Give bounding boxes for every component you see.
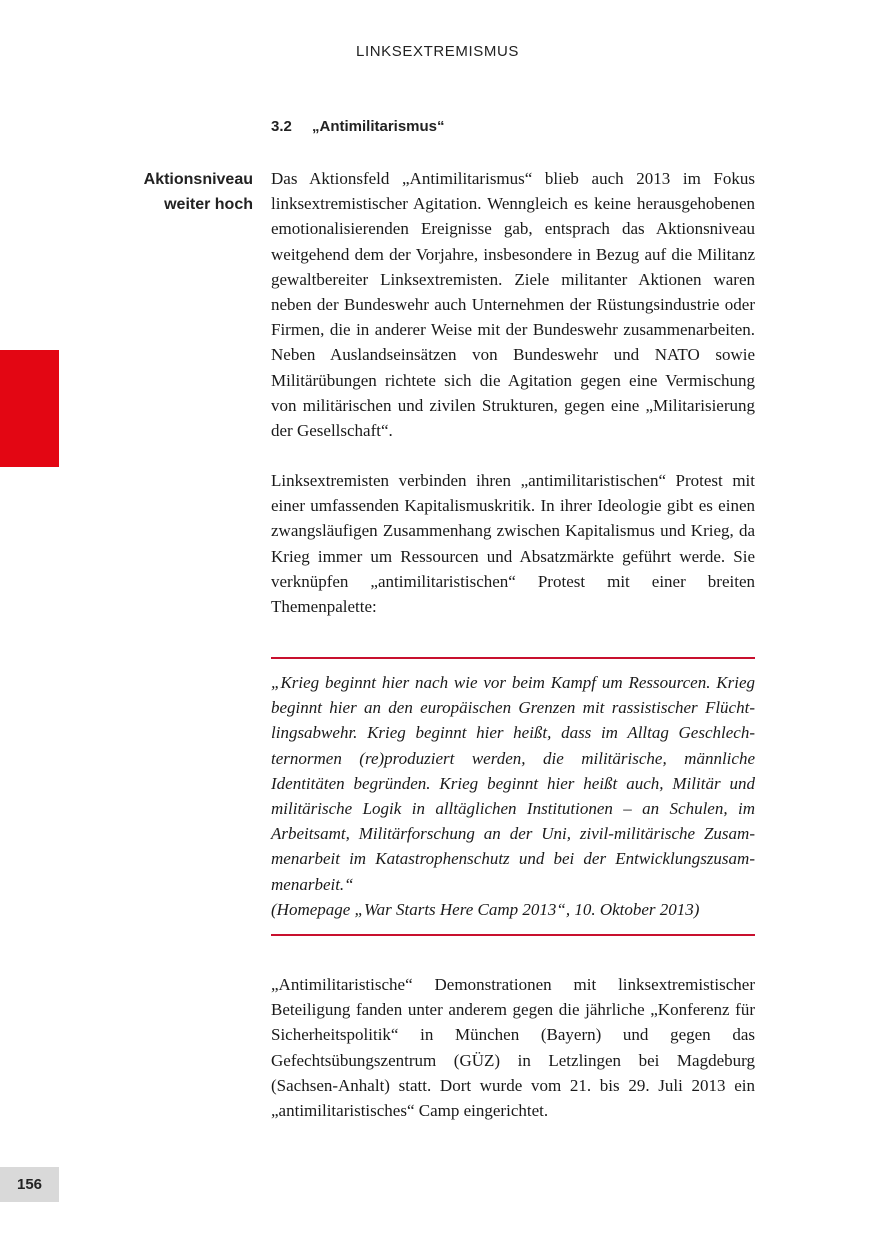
- quote-text: „Krieg beginnt hier nach wie vor beim Kampf um Ressourcen. Krieg beginnt hier an den europäischen Grenzen mit rassistischer Flüchtlingsabwehr. Krieg beginnt hier heißt, dass im Alltag Geschlechternormen (re)produziert werden, die militärische, männliche Identitäten begründen. Krieg beginnt hier heißt auch, Militär und militärische Logik in alltäglichen Institutionen – an Schulen, im Arbeitsamt, Militärforschung an der Uni, zivil-militärische Zusammenarbeit im Katastrophenschutz und bei der Entwicklungszusammenarbeit.“: [271, 673, 755, 894]
- quote-rule-bottom: [271, 934, 755, 936]
- quote-source: (Homepage „War Starts Here Camp 2013“, 10. Oktober 2013): [271, 899, 700, 919]
- quote-rule-top: [271, 657, 755, 659]
- body-paragraph-1: Das Aktionsfeld „Antimilitarismus“ blieb auch 2013 im Fokus linksextremistischer Agitation. Wenngleich es keine herausgehobenen emotionalisierenden Ereignisse gab, entsprach das Aktionsniveau weitgehend dem der Vorjahre, insbesondere in Bezug auf die Militanz gewaltbereiter Linksextremisten. Ziele militanter Aktionen waren neben der Bundeswehr auch Unternehmen der Rüstungsindustrie oder Firmen, die in anderer Weise mit der Bundeswehr zusammenarbeiten. Neben Auslandseinsätzen von Bundeswehr und NATO sowie Militärübungen richtete sich die Agitation gegen eine Vermischung von militärischen und zivilen Strukturen, gegen eine „Militarisierung der Gesellschaft“.: [271, 169, 755, 441]
- section-title: „Antimilitarismus“: [312, 118, 445, 135]
- margin-note: [100, 167, 253, 217]
- body-paragraph-2: Linksextremisten verbinden ihren „antimilitaristischen“ Protest mit einer umfassenden Kapitalismuskritik. In ihrer Ideologie gibt es einen zwangsläufigen Zusammenhang zwischen Kapitalismus und Krieg, da Krieg immer um Ressourcen und Absatzmärkte geführt werde. Sie verknüpfen „antimilitaristischen“ Protest mit einer breiten Themenpalette:: [271, 471, 755, 617]
- chapter-color-tab: [0, 350, 59, 467]
- running-header: LINKSEXTREMISMUS: [356, 43, 519, 60]
- page-number: 156: [16, 1176, 43, 1193]
- section-number: 3.2: [271, 118, 292, 135]
- section-heading: [271, 118, 445, 135]
- margin-note-line-1: Aktionsniveau: [143, 171, 253, 188]
- quote-block: [271, 670, 755, 922]
- margin-note-line-2: weiter hoch: [164, 196, 253, 213]
- body-paragraph-3: „Antimilitaristische“ Demonstrationen mit linksextremistischer Beteiligung fanden unter anderem gegen die jährliche „Konferenz für Sicherheitspolitik“ in München (Bayern) und gegen das Gefechtsübungszentrum (GÜZ) in Letzlingen bei Magdeburg (Sachsen-Anhalt) statt. Dort wurde vom 21. bis 29. Juli 2013 ein „antimilitaristisches“ Camp eingerichtet.: [271, 975, 755, 1121]
- page-number-box: [0, 1167, 59, 1202]
